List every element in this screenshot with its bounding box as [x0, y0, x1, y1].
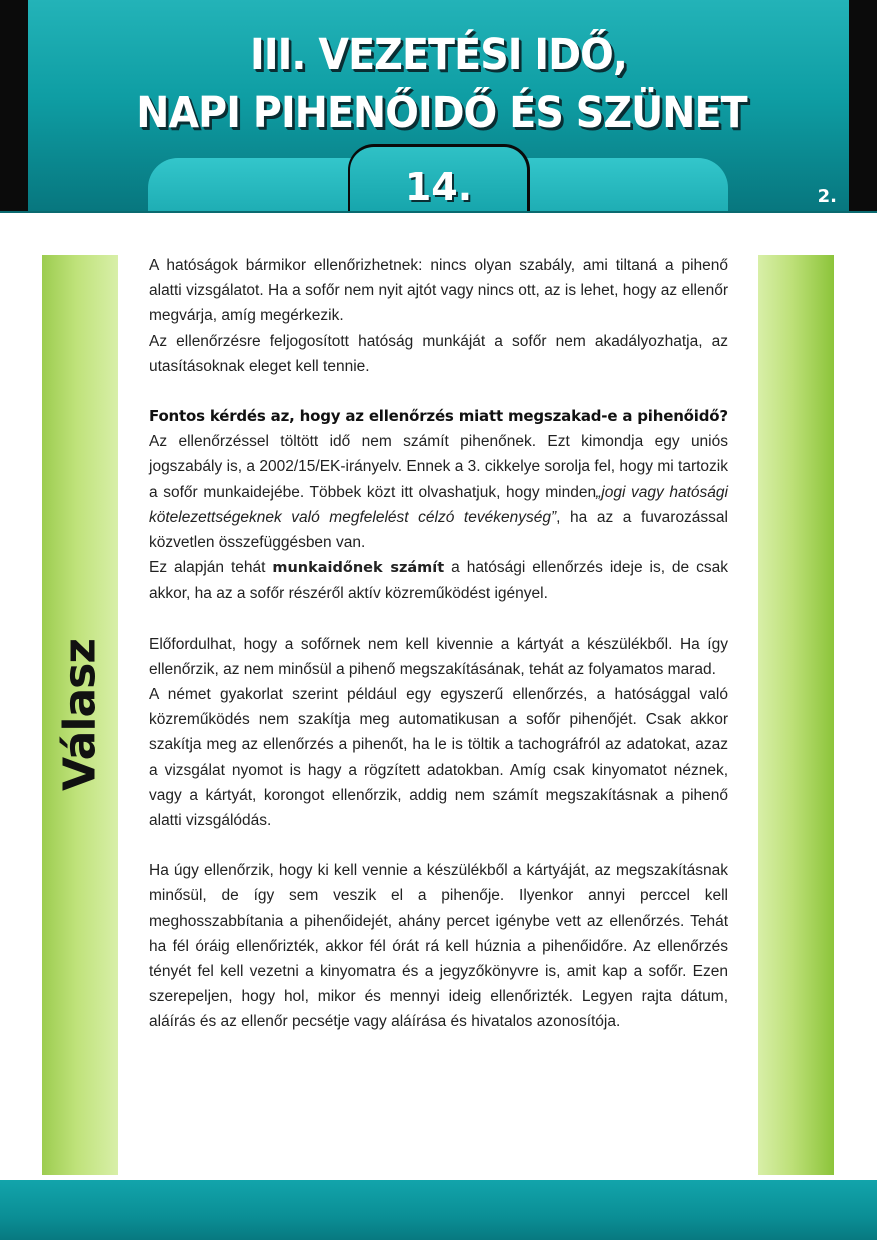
header-tab-right-decor — [500, 158, 728, 213]
legal-quote: „jogi vagy hatósági kötelezettségeknek való megfelelést célzó tevékenység” — [149, 483, 728, 526]
paragraph-4 — [149, 555, 728, 606]
question-number-tab — [348, 144, 530, 213]
right-green-sidebar — [758, 255, 834, 1175]
page-header — [0, 0, 877, 213]
chapter-title — [136, 26, 747, 142]
page-number: 2. — [817, 186, 837, 207]
paragraph-5: Előfordulhat, hogy a sofőrnek nem kell kivennie a kártyát a készülékből. Ha így ellenőrzik, az nem minősül a pihenő megszakításának, tehát az folyamatos marad. — [149, 635, 728, 678]
paragraph-2: Az ellenőrzésre feljogosított hatóság munkáját a sofőr nem akadályozhatja, az utasításoknak eleget kell tennie. — [149, 332, 728, 375]
paragraph-6: A német gyakorlat szerint például egy egyszerű ellenőrzés, a hatósággal való közreműködés nem szakítja meg automatikusan a sofőr pihenőjét. Csak akkor szakítja meg az ellenőrzés a pihenőt, ha le is töltik a tachográfról az adatokat, azaz a vizsgálat nyomot is hagy a rögzített adatokban. Amíg csak kinyomatot néznek, vagy a kártyát, korongot ellenőrzik, addig nem számít megszakításnak a pihenő alatti vizsgálódás. — [149, 686, 728, 830]
page-footer — [0, 1180, 877, 1240]
paragraph-gap — [149, 379, 728, 404]
header-right-black-bar — [849, 0, 877, 213]
emphasis-working-time: munkaidőnek számít — [272, 560, 445, 577]
header-tab-left-decor — [148, 158, 378, 213]
paragraph-4-end: a hatósági ellenőrzés ideje is, de csak akkor, ha az a sofőr részéről aktív közreműködést igényel. — [149, 559, 728, 603]
chapter-title-line-1: III. VEZETÉSI IDŐ, — [250, 30, 627, 80]
question-number: 14. — [404, 165, 473, 209]
chapter-title-line-2: NAPI PIHENŐIDŐ ÉS SZÜNET — [136, 88, 747, 138]
paragraph-gap — [149, 833, 728, 858]
paragraph-3 — [149, 429, 728, 555]
answer-label: Válasz — [54, 639, 106, 791]
paragraph-7: Ha úgy ellenőrzik, hogy ki kell vennie a készülékből a kártyáját, az megszakításnak minősül, de így sem veszik el a pihenője. Ilyenkor annyi perccel kell meghosszabbítania a pihenőidejét, ahány percet igénybe vett az ellenőrzés. Tehát ha fél óráig ellenőrizték, akkor fél órát rá kell húznia a pihenőidőre. Az ellenőrzés tényét fel kell vezetni a kinyomatra és a jegyzőkönyvre is, amit kap a sofőr. Ezen szerepeljen, hogy hol, mikor és mennyi ideig ellenőrizték. Legyen rajta dátum, aláírás és az ellenőr pecsétje vagy aláírása és hivatalos azonosítója. — [149, 862, 728, 1031]
paragraph-gap — [149, 607, 728, 632]
answer-body — [149, 253, 728, 1035]
paragraph-3-end: , ha az a fuvarozással közvetlen összefüggésben van. — [149, 508, 728, 552]
question-heading: Fontos kérdés az, hogy az ellenőrzés miatt megszakad-e a pihenőidő? — [149, 407, 728, 426]
header-divider — [0, 211, 877, 213]
paragraph-1: A hatóságok bármikor ellenőrizhetnek: nincs olyan szabály, ami tiltaná a pihenő alatti vizsgálatot. Ha a sofőr nem nyit ajtót vagy nincs ott, az is lehet, hogy az ellenőr megvárja, amíg megérkezik. — [149, 257, 728, 325]
paragraph-3-start: Az ellenőrzéssel töltött idő nem számít pihenőnek. Ezt kimondja egy uniós jogszabály is, a 2002/15/EK-irányelv. Ennek a 3. cikkelye sorolja fel, hogy mi tartozik a sofőr munkaidejébe. Többek közt itt olvashatjuk, hogy minden — [149, 433, 728, 501]
paragraph-4-start: Ez alapján tehát — [149, 559, 266, 577]
header-left-black-bar — [0, 0, 28, 213]
